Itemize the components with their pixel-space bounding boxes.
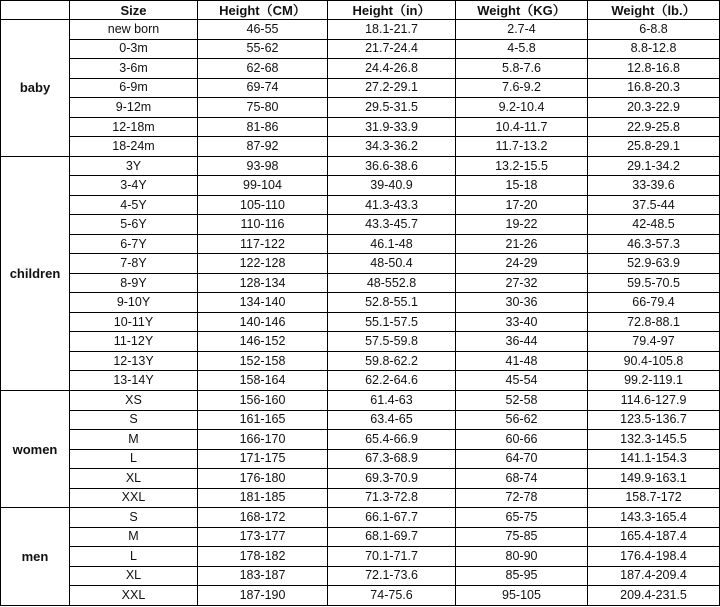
height-cm-cell: 140-146: [198, 312, 328, 332]
weight-kg-cell: 9.2-10.4: [456, 98, 588, 118]
weight-lb-cell: 25.8-29.1: [588, 137, 720, 157]
height-cm-cell: 87-92: [198, 137, 328, 157]
size-cell: 11-12Y: [70, 332, 198, 352]
table-row: [1, 430, 720, 450]
size-cell: L: [70, 547, 198, 567]
weight-kg-cell: 24-29: [456, 254, 588, 274]
weight-lb-cell: 149.9-163.1: [588, 469, 720, 489]
size-cell: 8-9Y: [70, 273, 198, 293]
size-cell: 3-4Y: [70, 176, 198, 196]
weight-lb-cell: 123.5-136.7: [588, 410, 720, 430]
weight-lb-cell: 165.4-187.4: [588, 527, 720, 547]
weight-lb-cell: 132.3-145.5: [588, 430, 720, 450]
weight-kg-cell: 7.6-9.2: [456, 78, 588, 98]
height-cm-cell: 62-68: [198, 59, 328, 79]
height-cm-cell: 110-116: [198, 215, 328, 235]
height-cm-cell: 122-128: [198, 254, 328, 274]
height-cm-cell: 173-177: [198, 527, 328, 547]
weight-lb-cell: 37.5-44: [588, 195, 720, 215]
weight-kg-cell: 60-66: [456, 430, 588, 450]
weight-kg-cell: 56-62: [456, 410, 588, 430]
group-label-women: women: [1, 390, 70, 507]
height-in-cell: 27.2-29.1: [328, 78, 456, 98]
weight-kg-cell: 64-70: [456, 449, 588, 469]
height-in-cell: 24.4-26.8: [328, 59, 456, 79]
header-weight-lb: Weight（lb.）: [588, 1, 720, 20]
weight-kg-cell: 11.7-13.2: [456, 137, 588, 157]
weight-kg-cell: 45-54: [456, 371, 588, 391]
weight-kg-cell: 27-32: [456, 273, 588, 293]
height-cm-cell: 146-152: [198, 332, 328, 352]
height-in-cell: 74-75.6: [328, 586, 456, 606]
height-in-cell: 55.1-57.5: [328, 312, 456, 332]
size-cell: 4-5Y: [70, 195, 198, 215]
height-cm-cell: 168-172: [198, 508, 328, 528]
size-cell: new born: [70, 20, 198, 40]
weight-kg-cell: 19-22: [456, 215, 588, 235]
table-row: [1, 508, 720, 528]
size-cell: M: [70, 430, 198, 450]
height-in-cell: 70.1-71.7: [328, 547, 456, 567]
size-cell: L: [70, 449, 198, 469]
height-in-cell: 43.3-45.7: [328, 215, 456, 235]
height-in-cell: 31.9-33.9: [328, 117, 456, 137]
height-in-cell: 67.3-68.9: [328, 449, 456, 469]
size-cell: 6-7Y: [70, 234, 198, 254]
height-in-cell: 66.1-67.7: [328, 508, 456, 528]
size-cell: XL: [70, 566, 198, 586]
height-cm-cell: 81-86: [198, 117, 328, 137]
size-cell: XL: [70, 469, 198, 489]
height-in-cell: 63.4-65: [328, 410, 456, 430]
size-cell: 6-9m: [70, 78, 198, 98]
weight-kg-cell: 13.2-15.5: [456, 156, 588, 176]
header-group-blank: [1, 1, 70, 20]
table-row: [1, 410, 720, 430]
weight-lb-cell: 33-39.6: [588, 176, 720, 196]
table-row: [1, 176, 720, 196]
table-row: [1, 78, 720, 98]
height-cm-cell: 183-187: [198, 566, 328, 586]
weight-lb-cell: 12.8-16.8: [588, 59, 720, 79]
table-row: [1, 98, 720, 118]
size-cell: 9-10Y: [70, 293, 198, 313]
size-cell: 7-8Y: [70, 254, 198, 274]
weight-kg-cell: 15-18: [456, 176, 588, 196]
weight-lb-cell: 46.3-57.3: [588, 234, 720, 254]
height-in-cell: 34.3-36.2: [328, 137, 456, 157]
weight-lb-cell: 8.8-12.8: [588, 39, 720, 59]
height-cm-cell: 128-134: [198, 273, 328, 293]
header-height-in: Height（in）: [328, 1, 456, 20]
table-row: [1, 390, 720, 410]
table-body: [1, 20, 720, 606]
weight-kg-cell: 75-85: [456, 527, 588, 547]
size-cell: 0-3m: [70, 39, 198, 59]
weight-lb-cell: 6-8.8: [588, 20, 720, 40]
height-cm-cell: 105-110: [198, 195, 328, 215]
height-in-cell: 68.1-69.7: [328, 527, 456, 547]
weight-kg-cell: 65-75: [456, 508, 588, 528]
table-row: [1, 449, 720, 469]
height-cm-cell: 178-182: [198, 547, 328, 567]
size-cell: XXL: [70, 586, 198, 606]
table-row: [1, 59, 720, 79]
size-cell: 18-24m: [70, 137, 198, 157]
height-cm-cell: 134-140: [198, 293, 328, 313]
height-in-cell: 48-552.8: [328, 273, 456, 293]
weight-lb-cell: 42-48.5: [588, 215, 720, 235]
group-label-children: children: [1, 156, 70, 390]
table-row: [1, 20, 720, 40]
table-row: [1, 117, 720, 137]
height-cm-cell: 99-104: [198, 176, 328, 196]
weight-kg-cell: 85-95: [456, 566, 588, 586]
size-cell: 12-18m: [70, 117, 198, 137]
table-row: [1, 156, 720, 176]
size-cell: 3-6m: [70, 59, 198, 79]
table-header: [1, 1, 720, 20]
height-in-cell: 18.1-21.7: [328, 20, 456, 40]
table-row: [1, 566, 720, 586]
height-cm-cell: 171-175: [198, 449, 328, 469]
weight-lb-cell: 66-79.4: [588, 293, 720, 313]
size-cell: XXL: [70, 488, 198, 508]
weight-kg-cell: 41-48: [456, 351, 588, 371]
header-row: [1, 1, 720, 20]
weight-lb-cell: 141.1-154.3: [588, 449, 720, 469]
weight-kg-cell: 33-40: [456, 312, 588, 332]
table-row: [1, 469, 720, 489]
weight-kg-cell: 30-36: [456, 293, 588, 313]
weight-lb-cell: 22.9-25.8: [588, 117, 720, 137]
table-row: [1, 293, 720, 313]
weight-lb-cell: 72.8-88.1: [588, 312, 720, 332]
weight-kg-cell: 52-58: [456, 390, 588, 410]
table-row: [1, 527, 720, 547]
table-row: [1, 254, 720, 274]
size-cell: S: [70, 410, 198, 430]
weight-lb-cell: 20.3-22.9: [588, 98, 720, 118]
table-row: [1, 332, 720, 352]
size-cell: 9-12m: [70, 98, 198, 118]
weight-lb-cell: 29.1-34.2: [588, 156, 720, 176]
header-weight-kg: Weight（KG）: [456, 1, 588, 20]
table-row: [1, 273, 720, 293]
table-row: [1, 195, 720, 215]
height-in-cell: 65.4-66.9: [328, 430, 456, 450]
weight-kg-cell: 2.7-4: [456, 20, 588, 40]
height-cm-cell: 161-165: [198, 410, 328, 430]
table-row: [1, 39, 720, 59]
table-row: [1, 586, 720, 606]
weight-lb-cell: 176.4-198.4: [588, 547, 720, 567]
height-in-cell: 46.1-48: [328, 234, 456, 254]
height-in-cell: 41.3-43.3: [328, 195, 456, 215]
height-cm-cell: 55-62: [198, 39, 328, 59]
weight-kg-cell: 72-78: [456, 488, 588, 508]
height-in-cell: 71.3-72.8: [328, 488, 456, 508]
height-in-cell: 72.1-73.6: [328, 566, 456, 586]
header-size: Size: [70, 1, 198, 20]
height-cm-cell: 158-164: [198, 371, 328, 391]
weight-lb-cell: 90.4-105.8: [588, 351, 720, 371]
height-in-cell: 39-40.9: [328, 176, 456, 196]
table-row: [1, 312, 720, 332]
weight-kg-cell: 36-44: [456, 332, 588, 352]
table-row: [1, 215, 720, 235]
table-row: [1, 137, 720, 157]
group-label-men: men: [1, 508, 70, 606]
table-row: [1, 234, 720, 254]
size-cell: 12-13Y: [70, 351, 198, 371]
weight-kg-cell: 80-90: [456, 547, 588, 567]
table-row: [1, 488, 720, 508]
height-cm-cell: 117-122: [198, 234, 328, 254]
height-in-cell: 48-50.4: [328, 254, 456, 274]
size-cell: 10-11Y: [70, 312, 198, 332]
weight-lb-cell: 209.4-231.5: [588, 586, 720, 606]
height-in-cell: 62.2-64.6: [328, 371, 456, 391]
height-cm-cell: 46-55: [198, 20, 328, 40]
height-cm-cell: 156-160: [198, 390, 328, 410]
height-in-cell: 59.8-62.2: [328, 351, 456, 371]
weight-kg-cell: 5.8-7.6: [456, 59, 588, 79]
weight-kg-cell: 21-26: [456, 234, 588, 254]
header-height-cm: Height（CM）: [198, 1, 328, 20]
weight-lb-cell: 99.2-119.1: [588, 371, 720, 391]
height-cm-cell: 152-158: [198, 351, 328, 371]
table-row: [1, 351, 720, 371]
weight-lb-cell: 158.7-172: [588, 488, 720, 508]
height-cm-cell: 75-80: [198, 98, 328, 118]
height-in-cell: 52.8-55.1: [328, 293, 456, 313]
height-cm-cell: 181-185: [198, 488, 328, 508]
height-in-cell: 61.4-63: [328, 390, 456, 410]
weight-kg-cell: 4-5.8: [456, 39, 588, 59]
height-cm-cell: 69-74: [198, 78, 328, 98]
weight-kg-cell: 95-105: [456, 586, 588, 606]
weight-lb-cell: 187.4-209.4: [588, 566, 720, 586]
weight-lb-cell: 143.3-165.4: [588, 508, 720, 528]
size-cell: M: [70, 527, 198, 547]
table-row: [1, 547, 720, 567]
weight-lb-cell: 114.6-127.9: [588, 390, 720, 410]
weight-lb-cell: 52.9-63.9: [588, 254, 720, 274]
weight-lb-cell: 79.4-97: [588, 332, 720, 352]
height-cm-cell: 187-190: [198, 586, 328, 606]
weight-kg-cell: 10.4-11.7: [456, 117, 588, 137]
size-cell: 13-14Y: [70, 371, 198, 391]
height-in-cell: 57.5-59.8: [328, 332, 456, 352]
weight-kg-cell: 68-74: [456, 469, 588, 489]
height-cm-cell: 93-98: [198, 156, 328, 176]
weight-kg-cell: 17-20: [456, 195, 588, 215]
height-in-cell: 29.5-31.5: [328, 98, 456, 118]
height-cm-cell: 166-170: [198, 430, 328, 450]
size-cell: 3Y: [70, 156, 198, 176]
table-row: [1, 371, 720, 391]
size-cell: 5-6Y: [70, 215, 198, 235]
weight-lb-cell: 59.5-70.5: [588, 273, 720, 293]
height-in-cell: 21.7-24.4: [328, 39, 456, 59]
weight-lb-cell: 16.8-20.3: [588, 78, 720, 98]
size-cell: XS: [70, 390, 198, 410]
group-label-baby: baby: [1, 20, 70, 157]
size-cell: S: [70, 508, 198, 528]
height-cm-cell: 176-180: [198, 469, 328, 489]
height-in-cell: 36.6-38.6: [328, 156, 456, 176]
height-in-cell: 69.3-70.9: [328, 469, 456, 489]
